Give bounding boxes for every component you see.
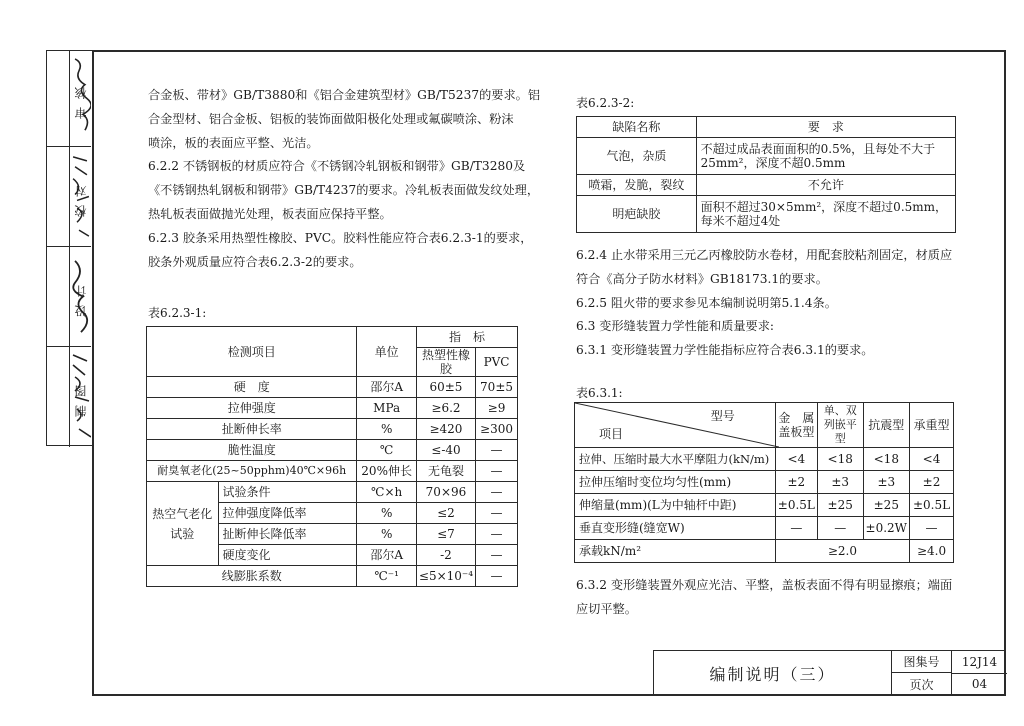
table3-header-c2: 单、双列嵌平型 [817,403,863,448]
table1-cell-unit: MPa [357,398,416,419]
table1-cell-unit: % [357,524,416,545]
table1-cell-b: — [476,482,518,503]
table1-cell-item: 线膨胀系数 [147,566,357,587]
approval-cell-drawing [47,347,91,447]
table1-caption: 表6.2.3-1: [148,306,207,320]
table1-cell-a: ≥420 [416,419,475,440]
side-approval-strip [46,50,92,446]
table-row [575,494,954,517]
table2-cell-req: 不允许 [696,175,955,196]
table1-cell-item: 扯断伸长率 [147,419,357,440]
table1-cell-b: — [476,566,518,587]
table2-cell-name: 明疤缺胶 [577,196,697,233]
title-block [653,650,1006,696]
table3-cell: <18 [863,448,909,471]
table-row [577,196,956,233]
check-label-col [69,147,91,246]
table1-cell-a: -2 [416,545,475,566]
approval-cell-review [47,51,91,147]
table1-cell-b: 70±5 [476,377,518,398]
table1-cell-a: 60±5 [416,377,475,398]
right-paragraph-line: 6.2.4 止水带采用三元乙丙橡胶防水卷材，用配套胶粘剂固定，材质应 [576,248,953,262]
table-row [147,440,518,461]
drawing-label: 制图 [74,377,88,417]
atlas-label: 图集号 [892,651,952,673]
table1-cell-item: 试验条件 [218,482,357,503]
right-column-text [576,244,952,363]
table1-cell-b: ≥9 [476,398,518,419]
review-label-col [69,51,91,146]
table1-group-label: 热空气老化试验 [147,482,219,566]
right-paragraph-line: 6.3.1 变形缝装置力学性能指标应符合表6.3.1的要求。 [576,343,874,358]
table-row [147,377,518,398]
left-paragraph-line: 《不锈钢热轧钢板和钢带》GB/T4237的要求。冷轧板表面做发纹处理， [148,183,540,198]
review-label: 审核 [74,78,88,119]
right-paragraph-line: 6.3.2 变形缝装置外观应光洁、平整，盖板表面不得有明显擦痕；端面 [576,578,953,592]
table1-cell-a: 70×96 [416,482,475,503]
table3-cell: ±2 [910,471,954,494]
table1-cell-a: 无龟裂 [416,461,475,482]
table1-cell-a: ≤2 [416,503,475,524]
table3-cell: — [775,517,817,540]
table1-cell-a: ≤5×10⁻⁴ [416,566,475,587]
table2-cell-name: 喷霜，发脆，裂纹 [577,175,697,196]
table3-cell: ±25 [817,494,863,517]
table1-cell-unit: ℃ [357,440,416,461]
table1-header-col-b: PVC [476,348,518,377]
table2-cell-name: 气泡，杂质 [577,138,697,175]
table3-cell: ±0.5L [910,494,954,517]
table3-header-c4: 承重型 [910,403,954,448]
table-row [575,540,954,563]
table-row [147,398,518,419]
table-row [575,448,954,471]
table3-cell: ≥4.0 [910,540,954,563]
table1-cell-unit: % [357,503,416,524]
design-label: 设计 [74,276,88,317]
table-row [575,471,954,494]
table-rubber-properties [146,326,518,587]
table1-cell-b: ≥300 [476,419,518,440]
table2-header-name: 缺陷名称 [577,117,697,138]
left-paragraph-line: 合金型材、铝合金板、铝板的装饰面做阳极化处理或氟碳喷涂、粉沫 [148,111,514,126]
table-row [147,419,518,440]
table3-cell-item: 承载kN/m² [575,540,776,563]
table-mechanical-properties [574,402,954,563]
table-row [147,482,518,503]
table3-caption: 表6.3.1: [576,386,623,400]
table1-cell-unit: % [357,419,416,440]
design-label-col [69,247,91,346]
table3-cell: ±0.2W [863,517,909,540]
table3-header-type: 型号 [710,409,735,423]
table1-header-unit: 单位 [357,327,416,377]
right-paragraph-line: 应切平整。 [576,601,637,616]
table2-cell-req: 面积不超过30×5mm²，深度不超过0.5mm，每米不超过4处 [696,196,955,233]
table3-cell: ≥2.0 [775,540,909,563]
table1-cell-b: — [476,503,518,524]
left-paragraph-line: 合金板、带材》GB/T3880和《铝合金建筑型材》GB/T5237的要求。铝 [148,88,541,102]
table1-header-index: 指 标 [416,327,517,348]
table1-cell-b: — [476,440,518,461]
table3-cell-item: 拉伸、压缩时最大水平摩阻力(kN/m) [575,448,776,471]
table3-cell: <4 [910,448,954,471]
page-number: 04 [971,677,988,691]
left-paragraph-line: 胶条外观质量应符合表6.2.3-2的要求。 [148,254,362,269]
table3-cell-item: 垂直变形缝(缝宽W) [575,517,776,540]
table1-cell-a: ≤-40 [416,440,475,461]
table3-cell: — [817,517,863,540]
left-paragraph-line: 热轧板表面做抛光处理，板表面应保持平整。 [148,206,392,221]
sheet-title: 编制说明（三） [654,651,892,696]
table2-cell-req: 不超过成品表面面积的0.5%，且每处不大于25mm²，深度不超0.5mm [696,138,955,175]
table3-cell: ±2 [775,471,817,494]
table1-cell-a: ≤7 [416,524,475,545]
table3-cell-item: 伸缩量(mm)(L为中轴杆中距) [575,494,776,517]
table3-cell: — [910,517,954,540]
table1-header-col-a: 热塑性橡胶 [416,348,475,377]
table3-diagonal-header [575,403,776,448]
table1-cell-a: ≥6.2 [416,398,475,419]
table1-cell-item: 硬度变化 [218,545,357,566]
table1-cell-unit: 邵尔A [357,377,416,398]
page-label: 页次 [892,673,952,695]
table-row [147,566,518,587]
table3-cell: <18 [817,448,863,471]
table-row [577,175,956,196]
table1-cell-b: — [476,545,518,566]
table1-cell-unit: 20%伸长 [357,461,416,482]
table2-header-req: 要 求 [696,117,955,138]
approval-cell-check [47,147,91,247]
table1-cell-unit: ℃×h [357,482,416,503]
table3-cell-item: 拉伸压缩时变位均匀性(mm) [575,471,776,494]
table3-cell: ±25 [863,494,909,517]
table-appearance-quality [576,116,956,233]
table-row [147,461,518,482]
right-paragraph-line: 6.2.5 阻火带的要求参见本编制说明第5.1.4条。 [576,295,837,310]
table1-cell-unit: 邵尔A [357,545,416,566]
table1-cell-item: 硬 度 [147,377,357,398]
table2-caption: 表6.2.3-2: [576,96,635,110]
check-label: 校对 [74,176,88,217]
table1-cell-unit: ℃⁻¹ [357,566,416,587]
left-column-text [148,84,540,274]
table1-cell-item: 拉伸强度 [147,398,357,419]
table1-cell-item: 耐臭氧老化(25~50pphm)40℃×96h [147,461,357,482]
table3-cell: <4 [775,448,817,471]
right-column-text-bottom [576,574,952,622]
table3-header-c3: 抗震型 [863,403,909,448]
table1-cell-item: 脆性温度 [147,440,357,461]
table3-header-item: 项目 [599,427,624,441]
table1-cell-item: 拉伸强度降低率 [218,503,357,524]
left-paragraph-line: 6.2.3 胶条采用热塑性橡胶、PVC。胶料性能应符合表6.2.3-1的要求， [148,230,533,245]
table1-cell-b: — [476,524,518,545]
table-row [575,517,954,540]
atlas-number: 12J14 [952,651,1007,674]
table3-header-c1: 金 属盖板型 [775,403,817,448]
right-paragraph-line: 符合《高分子防水材料》GB18173.1的要求。 [576,271,828,286]
drawing-label-col [69,347,91,447]
table3-cell: ±0.5L [775,494,817,517]
left-paragraph-line: 喷涂，板的表面应平整、光洁。 [148,135,319,150]
table-row [577,138,956,175]
table3-cell: ±3 [863,471,909,494]
table1-cell-item: 扯断伸长降低率 [218,524,357,545]
approval-cell-design [47,247,91,347]
left-paragraph-line: 6.2.2 不锈钢板的材质应符合《不锈钢冷轧钢板和钢带》GB/T3280及 [148,159,526,174]
table1-cell-b: — [476,461,518,482]
right-paragraph-line: 6.3 变形缝装置力学性能和质量要求: [576,319,774,334]
table1-header-item: 检测项目 [147,327,357,377]
table3-cell: ±3 [817,471,863,494]
